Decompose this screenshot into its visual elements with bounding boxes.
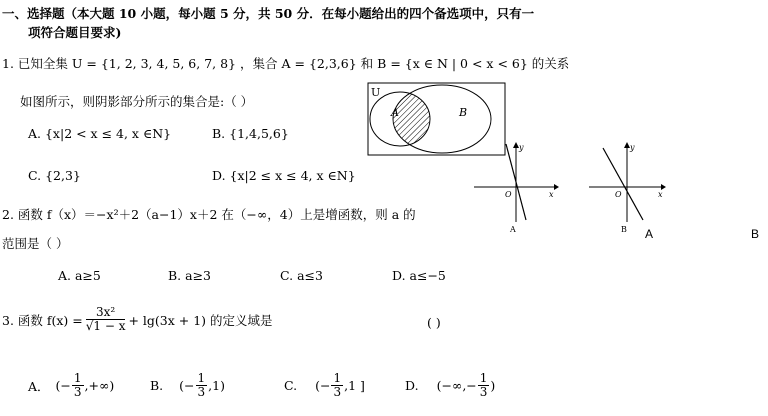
q3-option-b[interactable] bbox=[150, 372, 225, 399]
q3-option-a-num: 1 bbox=[73, 371, 82, 385]
q3-option-a-fraction bbox=[72, 372, 84, 399]
graph-extra-label-a: A bbox=[645, 227, 654, 241]
venn-label-b: B bbox=[459, 106, 468, 119]
q3-option-c[interactable] bbox=[284, 372, 365, 399]
graph-a-x-label: x bbox=[549, 190, 554, 199]
q2-option-a[interactable]: A. a≥5 bbox=[58, 268, 101, 283]
q1-option-c[interactable]: C. {2,3} bbox=[28, 168, 81, 183]
graph-b-x-label: x bbox=[658, 190, 663, 199]
graph-b-y-label: y bbox=[630, 143, 635, 152]
q2-option-c[interactable]: C. a≤3 bbox=[280, 268, 323, 283]
q1-tail: 的关系 bbox=[531, 56, 570, 71]
graph-a bbox=[470, 140, 560, 235]
q1-option-d[interactable]: D. {x|2 ≤ x ≤ 4, x ∈N} bbox=[212, 168, 356, 183]
q3-option-c-right: ,1 ] bbox=[344, 378, 365, 393]
q2-option-d[interactable]: D. a≤−5 bbox=[392, 268, 446, 283]
q3-stem bbox=[2, 306, 273, 333]
q1-mid: ，集合 bbox=[240, 56, 278, 71]
q3-option-a[interactable] bbox=[28, 372, 114, 399]
graph-b-line bbox=[603, 148, 643, 220]
q3-option-a-right: ,+∞) bbox=[84, 378, 115, 393]
q3-option-a-left: (− bbox=[55, 378, 71, 393]
q1-and: 和 bbox=[360, 56, 374, 71]
q1-universal-set: U = {1, 2, 3, 4, 5, 6, 7, 8} bbox=[71, 56, 237, 71]
q3-option-b-num: 1 bbox=[197, 371, 206, 385]
q2-option-b[interactable]: B. a≥3 bbox=[168, 268, 212, 283]
q1-set-a: A = {2,3,6} bbox=[281, 56, 357, 71]
graph-b bbox=[585, 140, 675, 235]
graph-a-y-label: y bbox=[519, 143, 524, 152]
q1-stem bbox=[2, 54, 569, 72]
q3-option-d-num: 1 bbox=[479, 371, 488, 385]
q3-fraction bbox=[86, 306, 126, 333]
q1-line2: 如图所示，则阴影部分所示的集合是:（ ） bbox=[20, 94, 254, 109]
q3-option-d-right: ) bbox=[490, 378, 496, 393]
graph-extra-label-b: B bbox=[751, 227, 760, 241]
q3-option-b-right: ,1) bbox=[208, 378, 225, 393]
q3-option-a-label: A． bbox=[28, 378, 50, 394]
q3-option-c-fraction bbox=[331, 372, 343, 399]
graph-b-origin: O bbox=[615, 190, 622, 199]
q1-prefix: 1. 已知全集 bbox=[2, 56, 68, 71]
q3-option-c-den: 3 bbox=[333, 385, 342, 399]
q3-tail: + lg(3x + 1) 的定义域是 bbox=[128, 312, 273, 328]
graph-a-origin: O bbox=[505, 190, 512, 199]
venn-label-a: A bbox=[391, 106, 399, 119]
q3-option-d[interactable] bbox=[405, 372, 495, 399]
q3-option-d-label: D. bbox=[405, 378, 419, 393]
q3-option-d-fraction bbox=[478, 372, 490, 399]
q3-option-a-den: 3 bbox=[73, 385, 82, 399]
graph-b-caption: B bbox=[621, 225, 627, 234]
q1-option-b[interactable]: B. {1,4,5,6} bbox=[212, 126, 289, 141]
q3-denominator: √1 − x bbox=[85, 319, 126, 333]
q3-option-c-num: 1 bbox=[333, 371, 342, 385]
q3-option-b-den: 3 bbox=[197, 385, 206, 399]
q3-option-d-den: 3 bbox=[479, 385, 488, 399]
venn-label-u: U bbox=[371, 86, 381, 99]
q3-answer-paren: ( ) bbox=[427, 315, 441, 330]
section-heading-line1: 一、选择题（本大题 10 小题，每小题 5 分，共 50 分．在每小题给出的四个备选项中，只有一 bbox=[2, 6, 535, 21]
q1-set-b: B = {x ∈ N | 0 < x < 6} bbox=[377, 56, 528, 71]
graph-a-caption: A bbox=[510, 225, 516, 234]
section-heading-line2: 项符合题目要求) bbox=[28, 25, 122, 40]
q3-prefix: 3. 函数 f(x) = bbox=[2, 312, 83, 328]
q3-option-d-left: (−∞,− bbox=[436, 378, 477, 393]
q2-stem-line1: 2. 函数 f（x）＝−x²＋2（a−1）x＋2 在（−∞，4）上是增函数，则 a 的 bbox=[2, 207, 416, 222]
q3-option-b-fraction bbox=[196, 372, 208, 399]
q3-option-b-label: B. bbox=[150, 378, 164, 393]
q3-numerator: 3x² bbox=[86, 306, 126, 320]
q3-option-b-left: (− bbox=[179, 378, 195, 393]
q2-stem-line2: 范围是（ ） bbox=[2, 236, 69, 251]
q3-option-c-left: (− bbox=[315, 378, 331, 393]
q3-option-c-label: C. bbox=[284, 378, 298, 393]
q1-option-a[interactable]: A. {x|2 < x ≤ 4, x ∈N} bbox=[28, 126, 172, 141]
